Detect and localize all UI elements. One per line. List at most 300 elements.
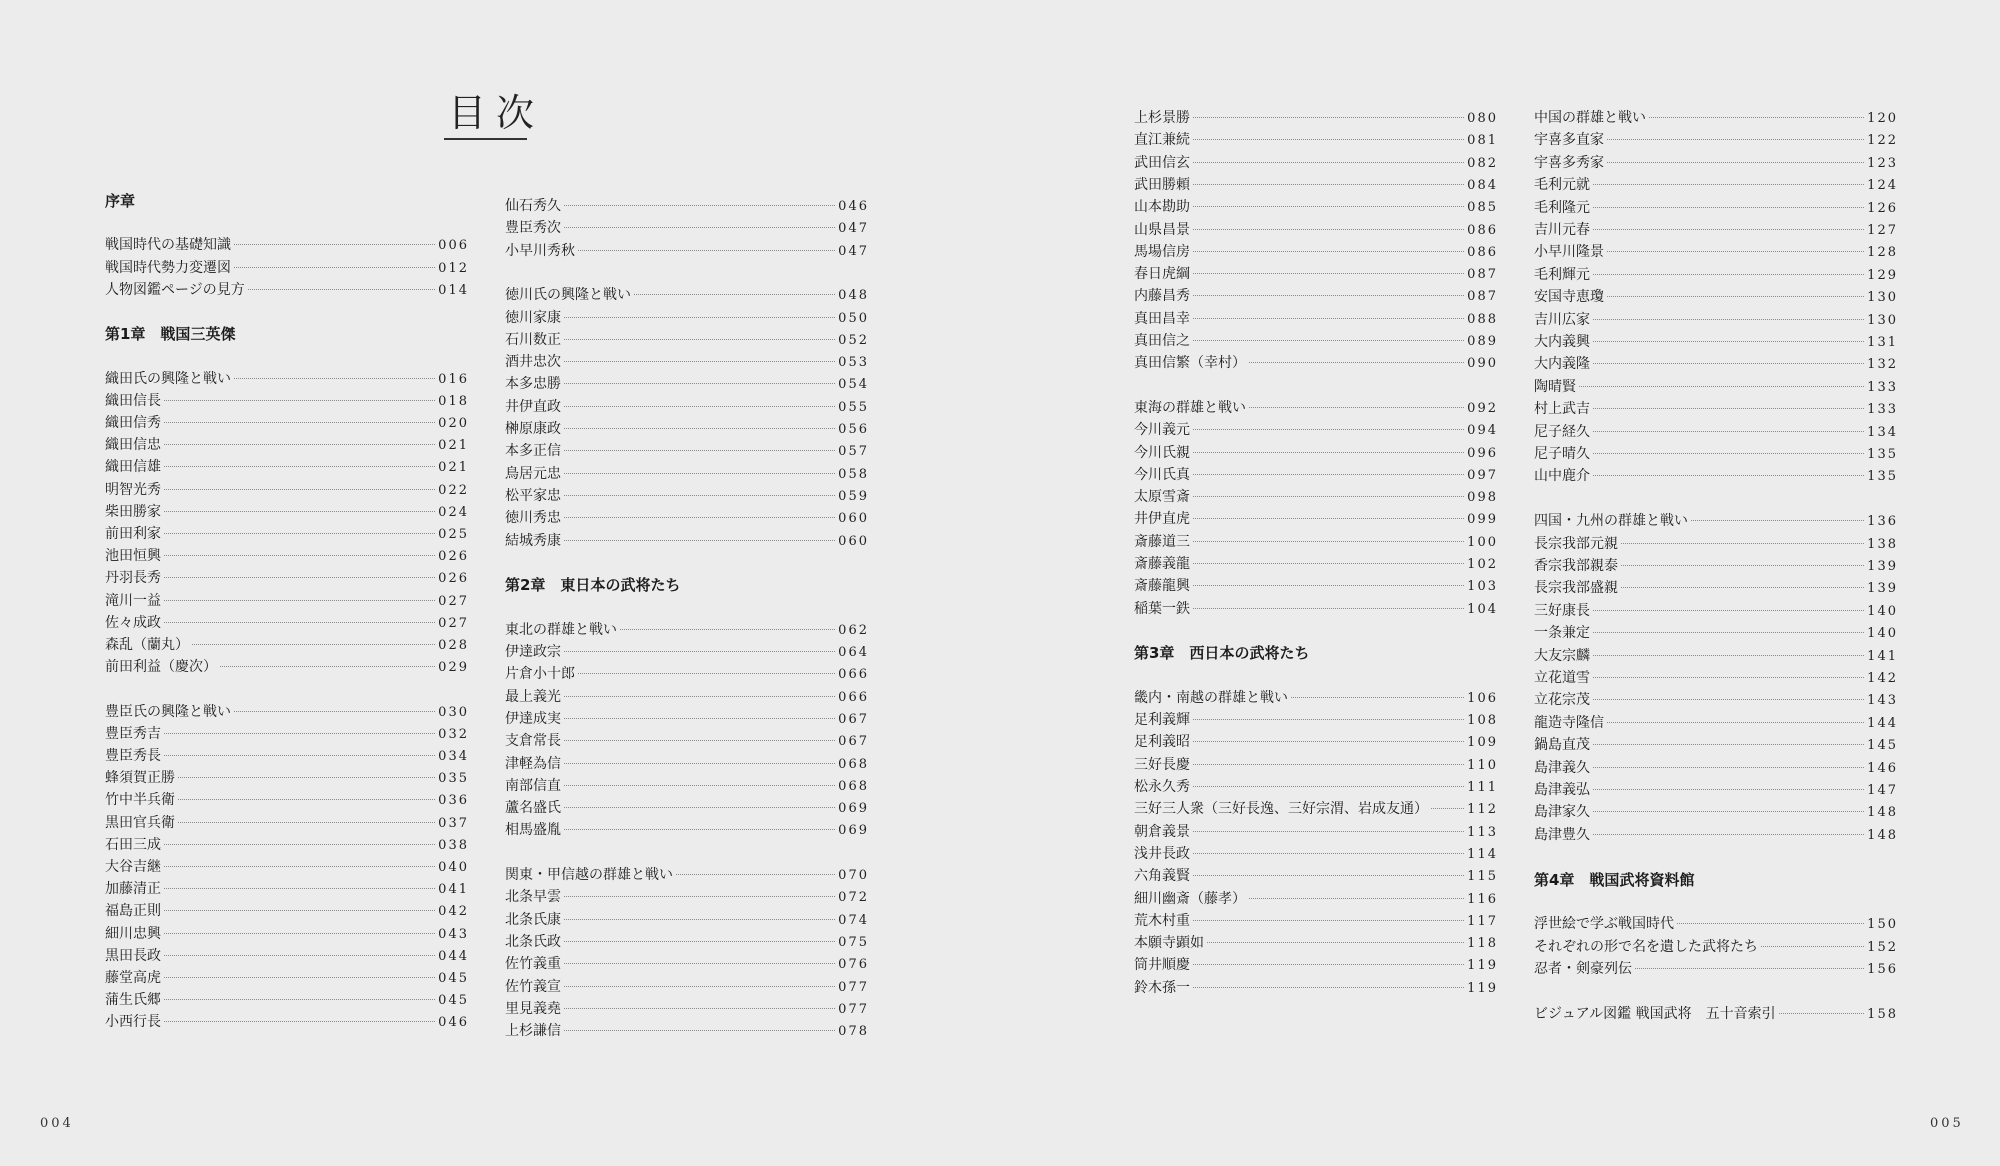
toc-entry-title: 四国・九州の群雄と戦い: [1534, 513, 1688, 530]
toc-entry-title: 滝川一益: [105, 592, 161, 609]
toc-entry[interactable]: [1134, 263, 1498, 286]
toc-entry-page-number: 047: [838, 243, 869, 259]
toc-entry[interactable]: [105, 878, 469, 901]
chapter-heading: 第3章 西日本の武将たち: [1134, 644, 1310, 663]
toc-entry-page-number: 036: [438, 793, 469, 809]
toc-entry[interactable]: [1134, 508, 1498, 531]
toc-entry-page-number: 097: [1467, 467, 1498, 483]
toc-entry[interactable]: [105, 257, 469, 280]
toc-entry[interactable]: [1134, 219, 1498, 242]
toc-entry[interactable]: [1134, 419, 1498, 442]
toc-entry[interactable]: [105, 701, 469, 724]
toc-entry[interactable]: [1534, 376, 1898, 399]
toc-entry[interactable]: [105, 945, 469, 968]
toc-entry[interactable]: [105, 234, 469, 257]
toc-entry[interactable]: [1134, 821, 1498, 844]
toc-entry-page-number: 120: [1867, 111, 1898, 126]
toc-entry[interactable]: [505, 485, 869, 508]
toc-entry-title: 戦国時代の基礎知識: [105, 237, 231, 254]
toc-entry[interactable]: [1534, 219, 1898, 242]
dot-leader: [564, 383, 835, 384]
toc-entry-page-number: 034: [438, 749, 469, 764]
dot-leader: [1193, 251, 1464, 252]
toc-entry[interactable]: [1534, 913, 1898, 936]
toc-entry-page-number: 109: [1467, 735, 1498, 751]
toc-entry[interactable]: [1134, 709, 1498, 732]
toc-entry-title: 浅井長政: [1134, 845, 1190, 862]
dot-leader: [164, 444, 435, 445]
toc-entry-title: 細川忠興: [105, 925, 161, 942]
toc-entry[interactable]: [1134, 798, 1498, 821]
toc-entry[interactable]: [505, 329, 869, 352]
toc-entry-page-number: 045: [438, 993, 469, 1009]
dot-leader: [1193, 585, 1464, 586]
toc-entry[interactable]: [105, 656, 469, 679]
toc-entry[interactable]: [1134, 754, 1498, 777]
toc-entry[interactable]: [1134, 843, 1498, 866]
toc-entry-page-number: 132: [1867, 357, 1898, 373]
toc-entry-title: 鳥居元忠: [505, 465, 561, 482]
toc-entry-page-number: 099: [1467, 512, 1498, 528]
toc-entry[interactable]: [105, 456, 469, 479]
dot-leader: [564, 963, 835, 964]
toc-entry-page-number: 113: [1467, 824, 1498, 840]
toc-entry[interactable]: [1134, 129, 1498, 152]
toc-entry[interactable]: [505, 217, 869, 240]
toc-entry-page-number: 084: [1467, 177, 1498, 193]
toc-entry[interactable]: [505, 507, 869, 530]
dot-leader: [1193, 987, 1464, 988]
toc-entry-title: 織田信長: [105, 392, 161, 409]
toc-entry-page-number: 060: [838, 533, 869, 549]
toc-entry[interactable]: [1134, 910, 1498, 933]
dot-leader: [564, 339, 835, 340]
toc-entry-page-number: 104: [1467, 601, 1498, 617]
dot-leader: [1593, 811, 1864, 812]
toc-entry[interactable]: [505, 998, 869, 1021]
toc-entry-title: 北条氏康: [505, 911, 561, 928]
toc-entry[interactable]: [1534, 197, 1898, 220]
toc-entry-page-number: 068: [838, 778, 869, 794]
dot-leader: [1621, 565, 1864, 566]
toc-entry-title: 大内義興: [1534, 334, 1590, 350]
toc-entry[interactable]: [1134, 865, 1498, 888]
dot-leader: [564, 1008, 835, 1009]
toc-entry[interactable]: [1534, 241, 1898, 264]
toc-entry[interactable]: [1134, 241, 1498, 264]
chapter-heading: 序章: [105, 192, 136, 210]
dot-leader: [1593, 834, 1864, 835]
dot-leader: [234, 267, 435, 268]
toc-entry-page-number: 156: [1867, 962, 1898, 978]
toc-entry-page-number: 139: [1867, 581, 1898, 597]
toc-entry[interactable]: [505, 619, 869, 642]
toc-entry-page-number: 080: [1467, 111, 1498, 126]
toc-entry-page-number: 124: [1867, 178, 1898, 194]
folio-left: 004: [40, 1116, 74, 1131]
toc-entry[interactable]: [505, 418, 869, 441]
toc-entry[interactable]: [1534, 712, 1898, 735]
toc-entry[interactable]: [1534, 331, 1898, 354]
toc-entry[interactable]: [505, 819, 869, 842]
dot-leader: [1193, 429, 1464, 430]
toc-entry-page-number: 021: [438, 438, 469, 454]
toc-entry[interactable]: [1534, 622, 1898, 645]
toc-entry[interactable]: [105, 412, 469, 435]
toc-entry[interactable]: [505, 284, 869, 307]
toc-entry[interactable]: [105, 1011, 469, 1034]
dot-leader: [164, 577, 435, 578]
toc-entry[interactable]: [1134, 308, 1498, 331]
toc-entry-title: 立花宗茂: [1534, 692, 1590, 709]
toc-entry-title: 結城秀康: [505, 532, 561, 549]
toc-entry[interactable]: [105, 501, 469, 524]
dot-leader: [564, 406, 835, 407]
toc-entry[interactable]: [1534, 958, 1898, 981]
toc-entry[interactable]: [1534, 757, 1898, 780]
toc-entry-page-number: 077: [838, 1001, 869, 1017]
toc-entry[interactable]: [1134, 598, 1498, 621]
toc-entry[interactable]: [1134, 687, 1498, 710]
toc-entry-page-number: 148: [1867, 827, 1898, 843]
dot-leader: [1761, 946, 1864, 947]
dot-leader: [1593, 475, 1864, 476]
toc-entry-page-number: 018: [438, 393, 469, 409]
toc-entry-title: 直江兼続: [1134, 132, 1190, 149]
toc-entry[interactable]: [1134, 531, 1498, 554]
toc-entry[interactable]: [105, 856, 469, 879]
dot-leader: [1193, 117, 1464, 118]
toc-entry-title: 宇喜多直家: [1534, 132, 1604, 149]
toc-entry-page-number: 055: [838, 399, 869, 415]
toc-entry[interactable]: [1134, 977, 1498, 1000]
dot-leader: [1593, 655, 1864, 656]
toc-entry[interactable]: [1134, 285, 1498, 308]
toc-entry-page-number: 122: [1867, 133, 1898, 149]
toc-entry[interactable]: [105, 834, 469, 857]
toc-entry-title: 松平家忠: [505, 487, 561, 504]
toc-entry[interactable]: [1534, 286, 1898, 309]
toc-entry[interactable]: [105, 989, 469, 1012]
dot-leader: [1193, 741, 1464, 742]
toc-entry-title: 吉川広家: [1534, 311, 1590, 328]
toc-entry[interactable]: [505, 931, 869, 954]
toc-entry[interactable]: [505, 373, 869, 396]
toc-entry[interactable]: [105, 789, 469, 812]
toc-entry-title: 蘆名盛氏: [505, 800, 561, 817]
dot-leader: [676, 874, 835, 875]
toc-entry-page-number: 030: [438, 704, 469, 720]
toc-entry[interactable]: [505, 663, 869, 686]
toc-entry[interactable]: [1134, 888, 1498, 911]
toc-entry-page-number: 140: [1867, 603, 1898, 619]
toc-entry[interactable]: [1534, 129, 1898, 152]
toc-entry[interactable]: [1134, 464, 1498, 487]
toc-entry-title: 立花道雪: [1534, 670, 1590, 686]
toc-entry[interactable]: [1534, 174, 1898, 197]
toc-entry-page-number: 146: [1867, 760, 1898, 776]
toc-entry[interactable]: [1534, 152, 1898, 175]
toc-entry-page-number: 098: [1467, 490, 1498, 506]
toc-entry-title: 一条兼定: [1534, 625, 1590, 642]
toc-entry[interactable]: [505, 976, 869, 999]
toc-entry-title: 蜂須賀正勝: [105, 770, 175, 787]
toc-entry-title: 尼子晴久: [1534, 446, 1590, 462]
dot-leader: [1193, 162, 1464, 163]
toc-entry[interactable]: [1534, 645, 1898, 668]
dot-leader: [564, 495, 835, 496]
dot-leader: [1207, 942, 1464, 943]
toc-entry[interactable]: [105, 479, 469, 502]
toc-entry[interactable]: [1534, 936, 1898, 959]
toc-entry[interactable]: [1134, 486, 1498, 509]
toc-entry-title: それぞれの形で名を遺した武将たち: [1534, 938, 1758, 955]
dot-leader: [564, 919, 835, 920]
toc-entry[interactable]: [505, 953, 869, 976]
toc-entry[interactable]: [1534, 667, 1898, 690]
toc-entry[interactable]: [1534, 421, 1898, 444]
dot-leader: [564, 718, 835, 719]
toc-entry[interactable]: [105, 812, 469, 835]
dot-leader: [1193, 295, 1464, 296]
toc-entry-title: 黒田官兵衛: [105, 814, 175, 831]
toc-entry[interactable]: [1134, 954, 1498, 977]
dot-leader: [564, 763, 835, 764]
toc-entry[interactable]: [1534, 600, 1898, 623]
toc-entry[interactable]: [505, 195, 869, 218]
toc-entry[interactable]: [505, 351, 869, 374]
toc-entry[interactable]: [1534, 555, 1898, 578]
toc-entry-page-number: 050: [838, 310, 869, 326]
toc-entry-page-number: 037: [438, 815, 469, 831]
dot-leader: [234, 378, 435, 379]
toc-entry-page-number: 143: [1867, 693, 1898, 709]
toc-entry-title: 森乱（蘭丸）: [105, 637, 189, 653]
toc-entry-page-number: 014: [438, 282, 469, 298]
toc-entry[interactable]: [105, 634, 469, 657]
toc-entry[interactable]: [1534, 264, 1898, 287]
toc-entry-page-number: 136: [1867, 514, 1898, 530]
toc-entry-page-number: 119: [1467, 980, 1498, 996]
toc-entry-page-number: 064: [838, 645, 869, 660]
toc-entry-title: 馬場信房: [1134, 243, 1190, 260]
toc-entry[interactable]: [105, 368, 469, 391]
toc-entry-page-number: 116: [1467, 891, 1498, 907]
dot-leader: [564, 473, 835, 474]
toc-entry-title: 三好長慶: [1134, 756, 1190, 773]
toc-entry[interactable]: [505, 463, 869, 486]
toc-entry[interactable]: [1534, 465, 1898, 488]
dot-leader: [1193, 184, 1464, 185]
toc-entry-title: 筒井順慶: [1134, 957, 1190, 974]
toc-entry-title: 明智光秀: [105, 481, 161, 498]
dot-leader: [164, 533, 435, 534]
toc-entry-title: 戦国時代勢力変遷図: [105, 259, 231, 276]
toc-entry-title: 加藤清正: [105, 881, 161, 898]
toc-entry[interactable]: [505, 686, 869, 709]
toc-entry[interactable]: [505, 641, 869, 664]
toc-entry[interactable]: [105, 523, 469, 546]
toc-entry-page-number: 043: [438, 926, 469, 942]
toc-entry[interactable]: [105, 967, 469, 990]
dot-leader: [164, 888, 435, 889]
toc-entry[interactable]: [505, 708, 869, 731]
toc-entry-title: 太原雪斎: [1134, 489, 1190, 506]
toc-entry[interactable]: [1134, 352, 1498, 375]
toc-entry[interactable]: [505, 396, 869, 419]
toc-entry[interactable]: [1534, 1003, 1898, 1026]
dot-leader: [1193, 452, 1464, 453]
toc-entry-title: 宇喜多秀家: [1534, 154, 1604, 171]
toc-entry[interactable]: [505, 530, 869, 553]
toc-entry-page-number: 021: [438, 460, 469, 476]
toc-entry[interactable]: [1534, 309, 1898, 332]
toc-entry-title: 津軽為信: [505, 755, 561, 772]
toc-entry-page-number: 066: [838, 689, 869, 705]
toc-entry-title: 斎藤義龍: [1134, 556, 1190, 572]
dot-leader: [1249, 407, 1464, 408]
toc-entry[interactable]: [105, 900, 469, 923]
toc-entry-page-number: 115: [1467, 869, 1498, 885]
toc-entry-page-number: 094: [1467, 423, 1498, 439]
toc-entry[interactable]: [105, 279, 469, 302]
dot-leader: [564, 205, 835, 206]
toc-entry-page-number: 129: [1867, 267, 1898, 283]
toc-entry-page-number: 144: [1867, 715, 1898, 731]
toc-entry[interactable]: [1534, 577, 1898, 600]
toc-entry-page-number: 134: [1867, 424, 1898, 440]
dot-leader: [234, 244, 435, 245]
dot-leader: [164, 933, 435, 934]
toc-entry[interactable]: [505, 753, 869, 776]
toc-entry-title: 石川数正: [505, 331, 561, 348]
toc-entry-page-number: 127: [1867, 223, 1898, 238]
toc-entry-page-number: 150: [1867, 917, 1898, 933]
toc-entry[interactable]: [505, 307, 869, 330]
dot-leader: [1607, 139, 1864, 140]
toc-entry-title: 斎藤龍興: [1134, 578, 1190, 595]
toc-entry[interactable]: [105, 567, 469, 590]
toc-entry[interactable]: [1134, 152, 1498, 175]
toc-entry[interactable]: [505, 730, 869, 753]
toc-entry[interactable]: [105, 767, 469, 790]
toc-entry[interactable]: [1534, 734, 1898, 757]
toc-entry[interactable]: [1134, 553, 1498, 576]
toc-entry-title: 小西行長: [105, 1014, 161, 1031]
toc-entry[interactable]: [1534, 824, 1898, 847]
toc-entry[interactable]: [505, 240, 869, 263]
toc-entry-page-number: 141: [1867, 648, 1898, 664]
toc-entry[interactable]: [105, 723, 469, 746]
toc-entry[interactable]: [1134, 330, 1498, 353]
toc-entry-title: 佐竹義重: [505, 956, 561, 973]
toc-entry[interactable]: [105, 590, 469, 613]
toc-entry[interactable]: [1534, 510, 1898, 533]
dot-leader: [1593, 453, 1864, 454]
toc-entry[interactable]: [505, 909, 869, 932]
toc-entry-title: 真田信繁（幸村）: [1134, 355, 1246, 372]
toc-entry-page-number: 082: [1467, 155, 1498, 171]
toc-entry[interactable]: [1134, 776, 1498, 799]
toc-entry-page-number: 060: [838, 511, 869, 527]
toc-entry-page-number: 066: [838, 667, 869, 683]
dot-leader: [178, 822, 435, 823]
toc-entry[interactable]: [1534, 398, 1898, 421]
toc-entry[interactable]: [505, 775, 869, 798]
toc-entry[interactable]: [1134, 397, 1498, 420]
toc-entry[interactable]: [1134, 731, 1498, 754]
toc-entry[interactable]: [1134, 932, 1498, 955]
toc-entry-page-number: 006: [438, 238, 469, 254]
toc-entry[interactable]: [1534, 533, 1898, 556]
dot-leader: [564, 829, 835, 830]
toc-entry[interactable]: [1534, 801, 1898, 824]
toc-entry[interactable]: [105, 545, 469, 568]
toc-entry-page-number: 041: [438, 882, 469, 898]
toc-entry[interactable]: [1534, 353, 1898, 376]
toc-entry-page-number: 062: [838, 622, 869, 638]
toc-entry-page-number: 067: [838, 711, 869, 727]
toc-entry-page-number: 020: [438, 416, 469, 431]
toc-entry[interactable]: [1134, 174, 1498, 197]
toc-entry[interactable]: [505, 864, 869, 887]
dot-leader: [564, 317, 835, 318]
toc-entry-page-number: 046: [838, 199, 869, 214]
dot-leader: [1677, 923, 1864, 924]
dot-leader: [1621, 587, 1864, 588]
toc-entry[interactable]: [105, 745, 469, 768]
toc-entry[interactable]: [1534, 107, 1898, 130]
toc-entry-title: 島津家久: [1534, 804, 1590, 821]
chapter-heading: 第2章 東日本の武将たち: [505, 576, 681, 595]
toc-entry[interactable]: [505, 1020, 869, 1043]
toc-entry-title: 北条氏政: [505, 933, 561, 950]
dot-leader: [564, 807, 835, 808]
dot-leader: [564, 651, 835, 652]
dot-leader: [1193, 786, 1464, 787]
toc-entry[interactable]: [1534, 689, 1898, 712]
toc-entry[interactable]: [505, 440, 869, 463]
toc-entry-title: 村上武吉: [1534, 401, 1590, 418]
toc-entry-title: 細川幽斎（藤孝）: [1134, 890, 1246, 907]
toc-entry[interactable]: [105, 434, 469, 457]
toc-entry-page-number: 067: [838, 734, 869, 750]
dot-leader: [1635, 968, 1864, 969]
toc-entry-title: 柴田勝家: [105, 503, 161, 520]
toc-entry[interactable]: [1134, 575, 1498, 598]
dot-leader: [564, 740, 835, 741]
toc-entry[interactable]: [1134, 442, 1498, 465]
toc-entry-page-number: 148: [1867, 805, 1898, 821]
toc-entry-title: 織田氏の興隆と戦い: [105, 370, 231, 387]
toc-entry[interactable]: [1534, 443, 1898, 466]
toc-entry[interactable]: [1534, 779, 1898, 802]
toc-entry-title: 足利義昭: [1134, 734, 1190, 751]
toc-entry[interactable]: [105, 923, 469, 946]
toc-entry-page-number: 026: [438, 571, 469, 587]
toc-entry[interactable]: [105, 612, 469, 635]
toc-entry-page-number: 145: [1867, 738, 1898, 754]
toc-entry[interactable]: [105, 390, 469, 413]
toc-entry[interactable]: [505, 797, 869, 820]
toc-entry-title: 前田利家: [105, 526, 161, 542]
toc-entry-page-number: 025: [438, 527, 469, 542]
toc-entry[interactable]: [505, 886, 869, 909]
toc-entry-page-number: 106: [1467, 690, 1498, 706]
toc-entry[interactable]: [1134, 107, 1498, 130]
toc-entry-title: 豊臣秀次: [505, 220, 561, 237]
toc-entry[interactable]: [1134, 196, 1498, 219]
